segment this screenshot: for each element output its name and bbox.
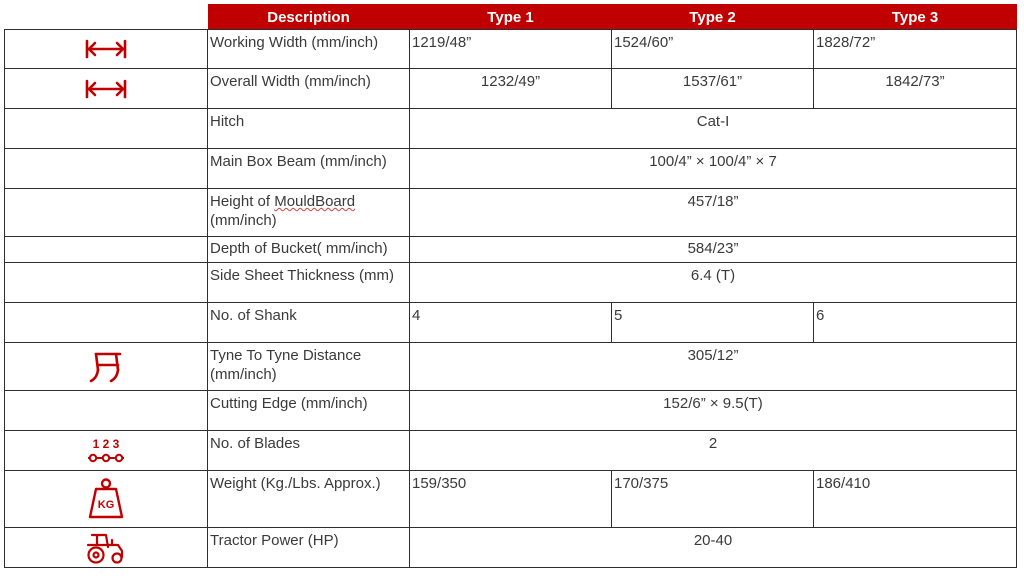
icon-cell [5, 303, 208, 343]
icon-cell [5, 391, 208, 431]
icon-cell [5, 109, 208, 149]
spec-label: Working Width (mm/inch) [208, 30, 410, 69]
header-type-2: Type 2 [612, 5, 814, 30]
spec-label: No. of Blades [208, 431, 410, 471]
spec-value-type-3: 1842/73” [814, 69, 1017, 109]
icon-cell [5, 528, 208, 568]
spec-label: Tractor Power (HP) [208, 528, 410, 568]
spec-label: Hitch [208, 109, 410, 149]
icon-cell [5, 343, 208, 391]
spec-value-type-1: 4 [410, 303, 612, 343]
spec-value-type-2: 1537/61” [612, 69, 814, 109]
tractor-icon [84, 531, 128, 565]
spec-label: Cutting Edge (mm/inch) [208, 391, 410, 431]
spec-label: Depth of Bucket( mm/inch) [208, 237, 410, 263]
icon-cell [5, 30, 208, 69]
icon-cell [5, 69, 208, 109]
icon-cell [5, 263, 208, 303]
row-cutting-edge [5, 391, 1017, 431]
tyne-icon [86, 350, 126, 384]
row-side-sheet [5, 263, 1017, 303]
spec-value-type-3: 1828/72” [814, 30, 1017, 69]
spec-value-type-3: 6 [814, 303, 1017, 343]
spec-value-all-types: 6.4 (T) [410, 263, 1017, 303]
spec-value-all-types: 152/6” × 9.5(T) [410, 391, 1017, 431]
spec-value-all-types: 2 [410, 431, 1017, 471]
row-hitch [5, 109, 1017, 149]
row-no-shank [5, 303, 1017, 343]
header-row [5, 5, 1017, 30]
spec-value-type-1: 159/350 [410, 471, 612, 528]
spec-value-type-3: 186/410 [814, 471, 1017, 528]
spec-label-part: MouldBoard [274, 193, 356, 210]
spec-value-all-types: 457/18” [410, 189, 1017, 237]
spec-value-type-1: 1219/48” [410, 30, 612, 69]
row-working-width [5, 30, 1017, 69]
header-description: Description [208, 5, 410, 30]
spec-value-type-2: 1524/60” [612, 30, 814, 69]
width-arrows-icon [84, 38, 128, 60]
spec-label: Overall Width (mm/inch) [208, 69, 410, 109]
spec-value-type-2: 5 [612, 303, 814, 343]
spec-value-type-1: 1232/49” [410, 69, 612, 109]
row-depth-bucket [5, 237, 1017, 263]
spec-label: Side Sheet Thickness (mm) [208, 263, 410, 303]
spec-value-all-types: 305/12” [410, 343, 1017, 391]
spec-label-part: Tyne To Tyne Distance [210, 347, 362, 364]
spec-label: No. of Shank [208, 303, 410, 343]
header-icon-column [5, 5, 208, 30]
numbered-blades-icon [84, 436, 128, 466]
spec-label-part: (mm/inch) [210, 212, 277, 229]
spec-value-all-types: 584/23” [410, 237, 1017, 263]
spec-value-all-types: 100/4” × 100/4” × 7 [410, 149, 1017, 189]
row-weight [5, 471, 1017, 528]
icon-cell [5, 237, 208, 263]
spec-label [208, 189, 410, 237]
spec-value-all-types: 20-40 [410, 528, 1017, 568]
specification-table [4, 4, 1017, 568]
icon-cell [5, 189, 208, 237]
spec-label [208, 343, 410, 391]
row-no-blades [5, 431, 1017, 471]
row-tyne-distance [5, 343, 1017, 391]
spec-label: Main Box Beam (mm/inch) [208, 149, 410, 189]
row-height-mouldboard [5, 189, 1017, 237]
spec-label-part: Height of [210, 193, 275, 210]
width-arrows-icon [84, 78, 128, 100]
header-type-1: Type 1 [410, 5, 612, 30]
row-overall-width [5, 69, 1017, 109]
header-type-3: Type 3 [814, 5, 1017, 30]
weight-kg-icon [86, 477, 126, 521]
icon-cell [5, 149, 208, 189]
icon-kg-text: KG [97, 499, 115, 511]
spec-value-type-2: 170/375 [612, 471, 814, 528]
spec-label: Weight (Kg./Lbs. Approx.) [208, 471, 410, 528]
spec-label-part: (mm/inch) [210, 366, 277, 383]
row-main-box-beam [5, 149, 1017, 189]
row-tractor-power [5, 528, 1017, 568]
icon-digits: 1 2 3 [92, 436, 120, 451]
icon-cell [5, 471, 208, 528]
spec-value-all-types: Cat-I [410, 109, 1017, 149]
icon-cell [5, 431, 208, 471]
